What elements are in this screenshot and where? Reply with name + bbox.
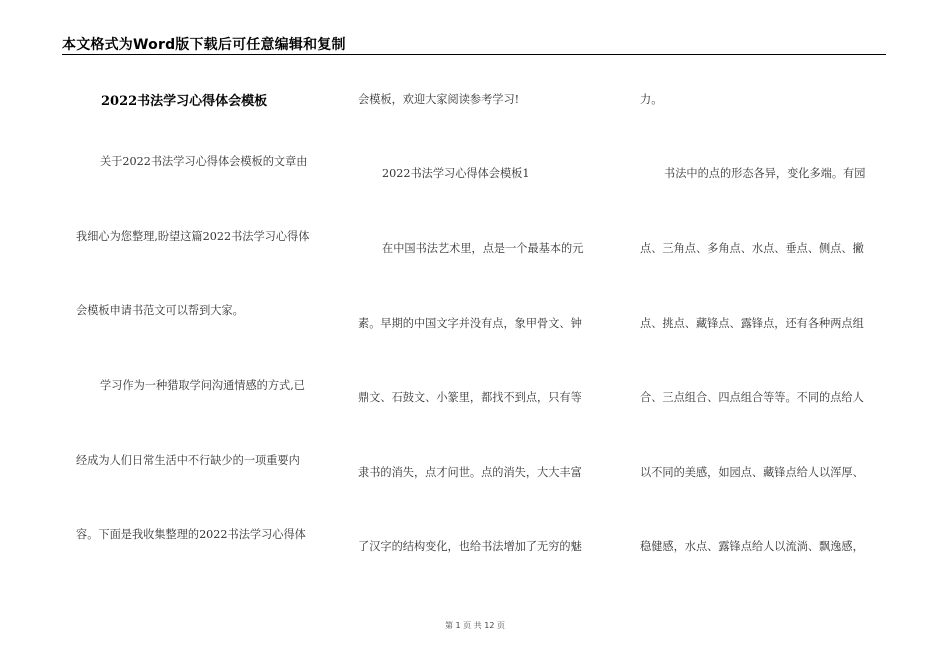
paragraph-line: 点、挑点、藏锋点、露锋点，还有各种两点组	[640, 317, 864, 330]
page-header	[62, 34, 886, 55]
paragraph-line: 在中国书法艺术里，点是一个最基本的元	[382, 242, 584, 255]
paragraph-line: 合、三点组合、四点组合等等。不同的点给人	[640, 391, 864, 404]
paragraph-line: 隶书的消失，点才问世。点的消失，大大丰富	[358, 466, 582, 479]
paragraph-line: 我细心为您整理,盼望这篇2022书法学习心得体	[76, 230, 310, 243]
paragraph-line: 经成为人们日常生活中不行缺少的一项重要内	[76, 454, 300, 467]
paragraph-line: 以不同的美感，如园点、藏锋点给人以浑厚、	[640, 466, 864, 479]
paragraph-line: 了汉字的结构变化，也给书法增加了无穷的魅	[358, 540, 582, 553]
paragraph-line: 力。	[640, 93, 663, 106]
document-title: 2022书法学习心得体会模板	[101, 94, 268, 109]
paragraph-line: 关于2022书法学习心得体会模板的文章由	[100, 155, 308, 168]
header-title: 本文格式为Word版下载后可任意编辑和复制	[62, 37, 346, 53]
paragraph-line: 鼎文、石鼓文、小篆里，都找不到点，只有等	[358, 391, 582, 404]
page-footer: 第 1 页 共 12 页	[445, 621, 505, 630]
paragraph-line: 素。早期的中国文字并没有点，象甲骨文、钟	[358, 317, 582, 330]
paragraph-line: 书法中的点的形态各异，变化多端。有园	[664, 167, 866, 180]
paragraph-line: 容。下面是我收集整理的2022书法学习心得体	[76, 528, 306, 541]
paragraph-line: 会模板申请书范文可以帮到大家。	[76, 304, 244, 317]
paragraph-line: 稳健感，水点、露锋点给人以流淌、飘逸感，	[640, 540, 864, 553]
paragraph-line: 点、三角点、多角点、水点、垂点、侧点、撇	[640, 242, 864, 255]
section-heading: 2022书法学习心得体会模板1	[382, 167, 530, 180]
paragraph-line: 会模板，欢迎大家阅读参考学习!	[358, 93, 520, 106]
paragraph-line: 学习作为一种猎取学问沟通情感的方式,已	[100, 379, 305, 392]
